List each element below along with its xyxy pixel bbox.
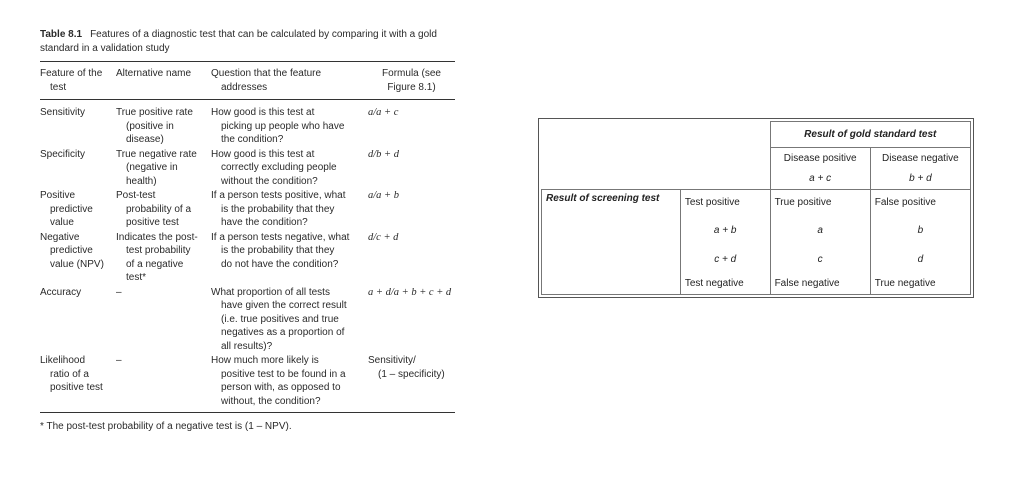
cell-d: d: [870, 245, 970, 273]
cell-c: c: [770, 245, 870, 273]
cell-b: b: [870, 216, 970, 245]
true-positive-label: True positive: [770, 190, 870, 216]
test-negative-label: Test negative: [680, 273, 770, 294]
question-cell: If a person tests negative, what is the probability that they do not have the condition?: [211, 231, 350, 270]
table-caption: [40, 28, 455, 55]
screening-grid: [541, 121, 971, 295]
false-negative-label: False negative: [770, 273, 870, 294]
empty-corner: [680, 122, 770, 148]
feature-cell: Negative predictive value (NPV): [40, 231, 104, 270]
header-formula: [368, 62, 455, 100]
feature-cell: Positive predictive value: [40, 190, 93, 228]
alternative-cell: True negative rate (negative in health): [116, 148, 197, 187]
empty-cell: [542, 169, 681, 190]
column-total-positive: a + c: [770, 169, 870, 190]
table-row: [40, 100, 455, 148]
table-row: [40, 189, 455, 231]
formula-cell: a + d/a + b + c + d: [368, 286, 452, 298]
column-total-negative: b + d: [870, 169, 970, 190]
alternative-cell: True positive rate (positive in disease): [116, 107, 193, 145]
disease-positive-label: Disease positive: [770, 148, 870, 169]
table-row: [40, 354, 455, 413]
alternative-cell: –: [116, 286, 122, 298]
empty-cell: [542, 148, 681, 169]
feature-cell: Likelihood ratio of a positive test: [40, 355, 103, 393]
screening-2x2-table: [538, 118, 974, 298]
formula-cell: a/a + c: [368, 107, 399, 118]
table-row: [40, 148, 455, 190]
empty-corner: [542, 122, 681, 148]
table-title: Features of a diagnostic test that can be calculated by comparing it with a gold standard in a validation study: [40, 29, 437, 54]
screening-row-header-text: Result of screening test: [546, 193, 660, 205]
header-question: Question that the feature addresses: [211, 68, 322, 93]
table-8-1: [40, 28, 455, 434]
empty-cell: [680, 148, 770, 169]
feature-cell: Accuracy: [40, 286, 82, 298]
table-row: [40, 231, 455, 286]
screening-row-header: [542, 190, 681, 295]
header-row: [40, 62, 455, 100]
feature-cell: Specificity: [40, 148, 86, 160]
table-footnote: * The post-test probability of a negative test is (1 – NPV).: [40, 421, 292, 432]
question-cell: How much more likely is positive test to be found in a person with, as opposed to without, the condition?: [211, 355, 346, 407]
question-cell: How good is this test at correctly excluding people without the condition?: [211, 148, 337, 187]
true-negative-label: True negative: [870, 273, 970, 294]
formula-cell: a/a + b: [368, 190, 400, 201]
cell-a: a: [770, 216, 870, 245]
gold-standard-header: Result of gold standard test: [770, 122, 970, 148]
alternative-cell: Post-test probability of a positive test: [116, 190, 192, 228]
test-positive-label: Test positive: [680, 190, 770, 216]
formula-cell: d/c + d: [368, 231, 399, 243]
feature-cell: Sensitivity: [40, 107, 86, 118]
features-table: [40, 61, 455, 413]
alternative-cell: –: [116, 355, 122, 366]
formula-cell: d/b + d: [368, 148, 400, 160]
row-total-negative: c + d: [680, 245, 770, 273]
header-formula-text: Formula (see Figure 8.1): [382, 68, 441, 93]
header-alternative: Alternative name: [116, 68, 192, 79]
header-feature: Feature of the test: [40, 68, 103, 93]
false-positive-label: False positive: [870, 190, 970, 216]
alternative-cell: Indicates the post- test probability of a negative test*: [116, 231, 198, 283]
question-cell: What proportion of all tests have given the correct result (i.e. true positives and true negatives as a proportion of all results)?: [211, 286, 347, 352]
row-total-positive: a + b: [680, 216, 770, 245]
question-cell: If a person tests positive, what is the probability that they have the condition?: [211, 190, 346, 228]
question-cell: How good is this test at picking up people who have the condition?: [211, 107, 345, 145]
formula-cell: Sensitivity/ (1 – specificity): [368, 355, 445, 380]
empty-cell: [680, 169, 770, 190]
table-row: [40, 286, 455, 355]
table-label: Table 8.1: [40, 29, 83, 40]
disease-negative-label: Disease negative: [870, 148, 970, 169]
